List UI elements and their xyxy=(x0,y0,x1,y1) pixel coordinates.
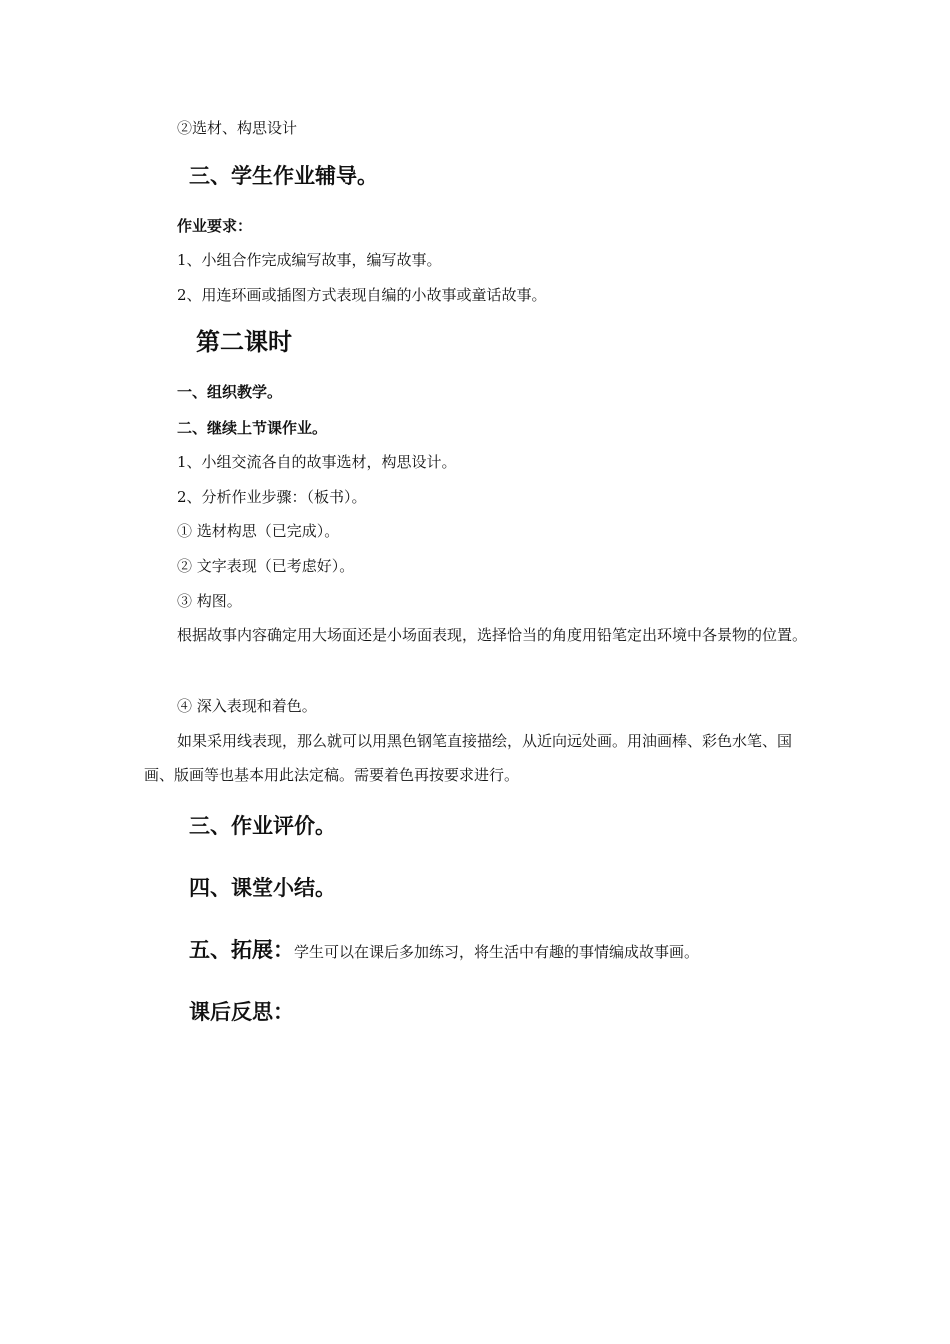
paragraph: 根据故事内容确定用大场面还是小场面表现，选择恰当的角度用铅笔定出环境中各景物的位置。 xyxy=(177,626,808,644)
subsection-heading: 一、组织教学。 xyxy=(177,383,283,401)
step-item: ① 选材构思（已完成）。 xyxy=(177,522,340,540)
section-heading: 三、学生作业辅导。 xyxy=(189,164,378,188)
lesson-heading: 第二课时 xyxy=(196,328,292,356)
extension-text: 学生可以在课后多加练习，将生活中有趣的事情编成故事画。 xyxy=(294,943,700,961)
section-heading: 三、作业评价。 xyxy=(189,814,336,838)
section-heading: 五、拓展： xyxy=(189,938,294,962)
list-item: 1、小组交流各自的故事选材，构思设计。 xyxy=(177,453,457,471)
text-line: ②选材、构思设计 xyxy=(177,119,298,137)
list-item: 1、小组合作完成编写故事，编写故事。 xyxy=(177,251,442,269)
section-heading: 四、课堂小结。 xyxy=(189,876,336,900)
step-item: ② 文字表现（已考虑好）。 xyxy=(177,557,355,575)
step-item: ③ 构图。 xyxy=(177,592,242,610)
subsection-heading: 二、继续上节课作业。 xyxy=(177,419,328,437)
list-item: 2、用连环画或插图方式表现自编的小故事或童话故事。 xyxy=(177,286,547,304)
section-heading: 课后反思： xyxy=(189,1000,294,1024)
step-item: ④ 深入表现和着色。 xyxy=(177,697,317,715)
list-item: 2、分析作业步骤：（板书）。 xyxy=(177,488,367,506)
assignment-requirements-title: 作业要求： xyxy=(177,217,253,235)
extension-line xyxy=(189,936,699,964)
paragraph: 如果采用线表现，那么就可以用黑色钢笔直接描绘，从近向远处画。用油画棒、彩色水笔、国画、版画等也基本用此法定稿。需要着色再按要求进行。 xyxy=(144,732,793,784)
